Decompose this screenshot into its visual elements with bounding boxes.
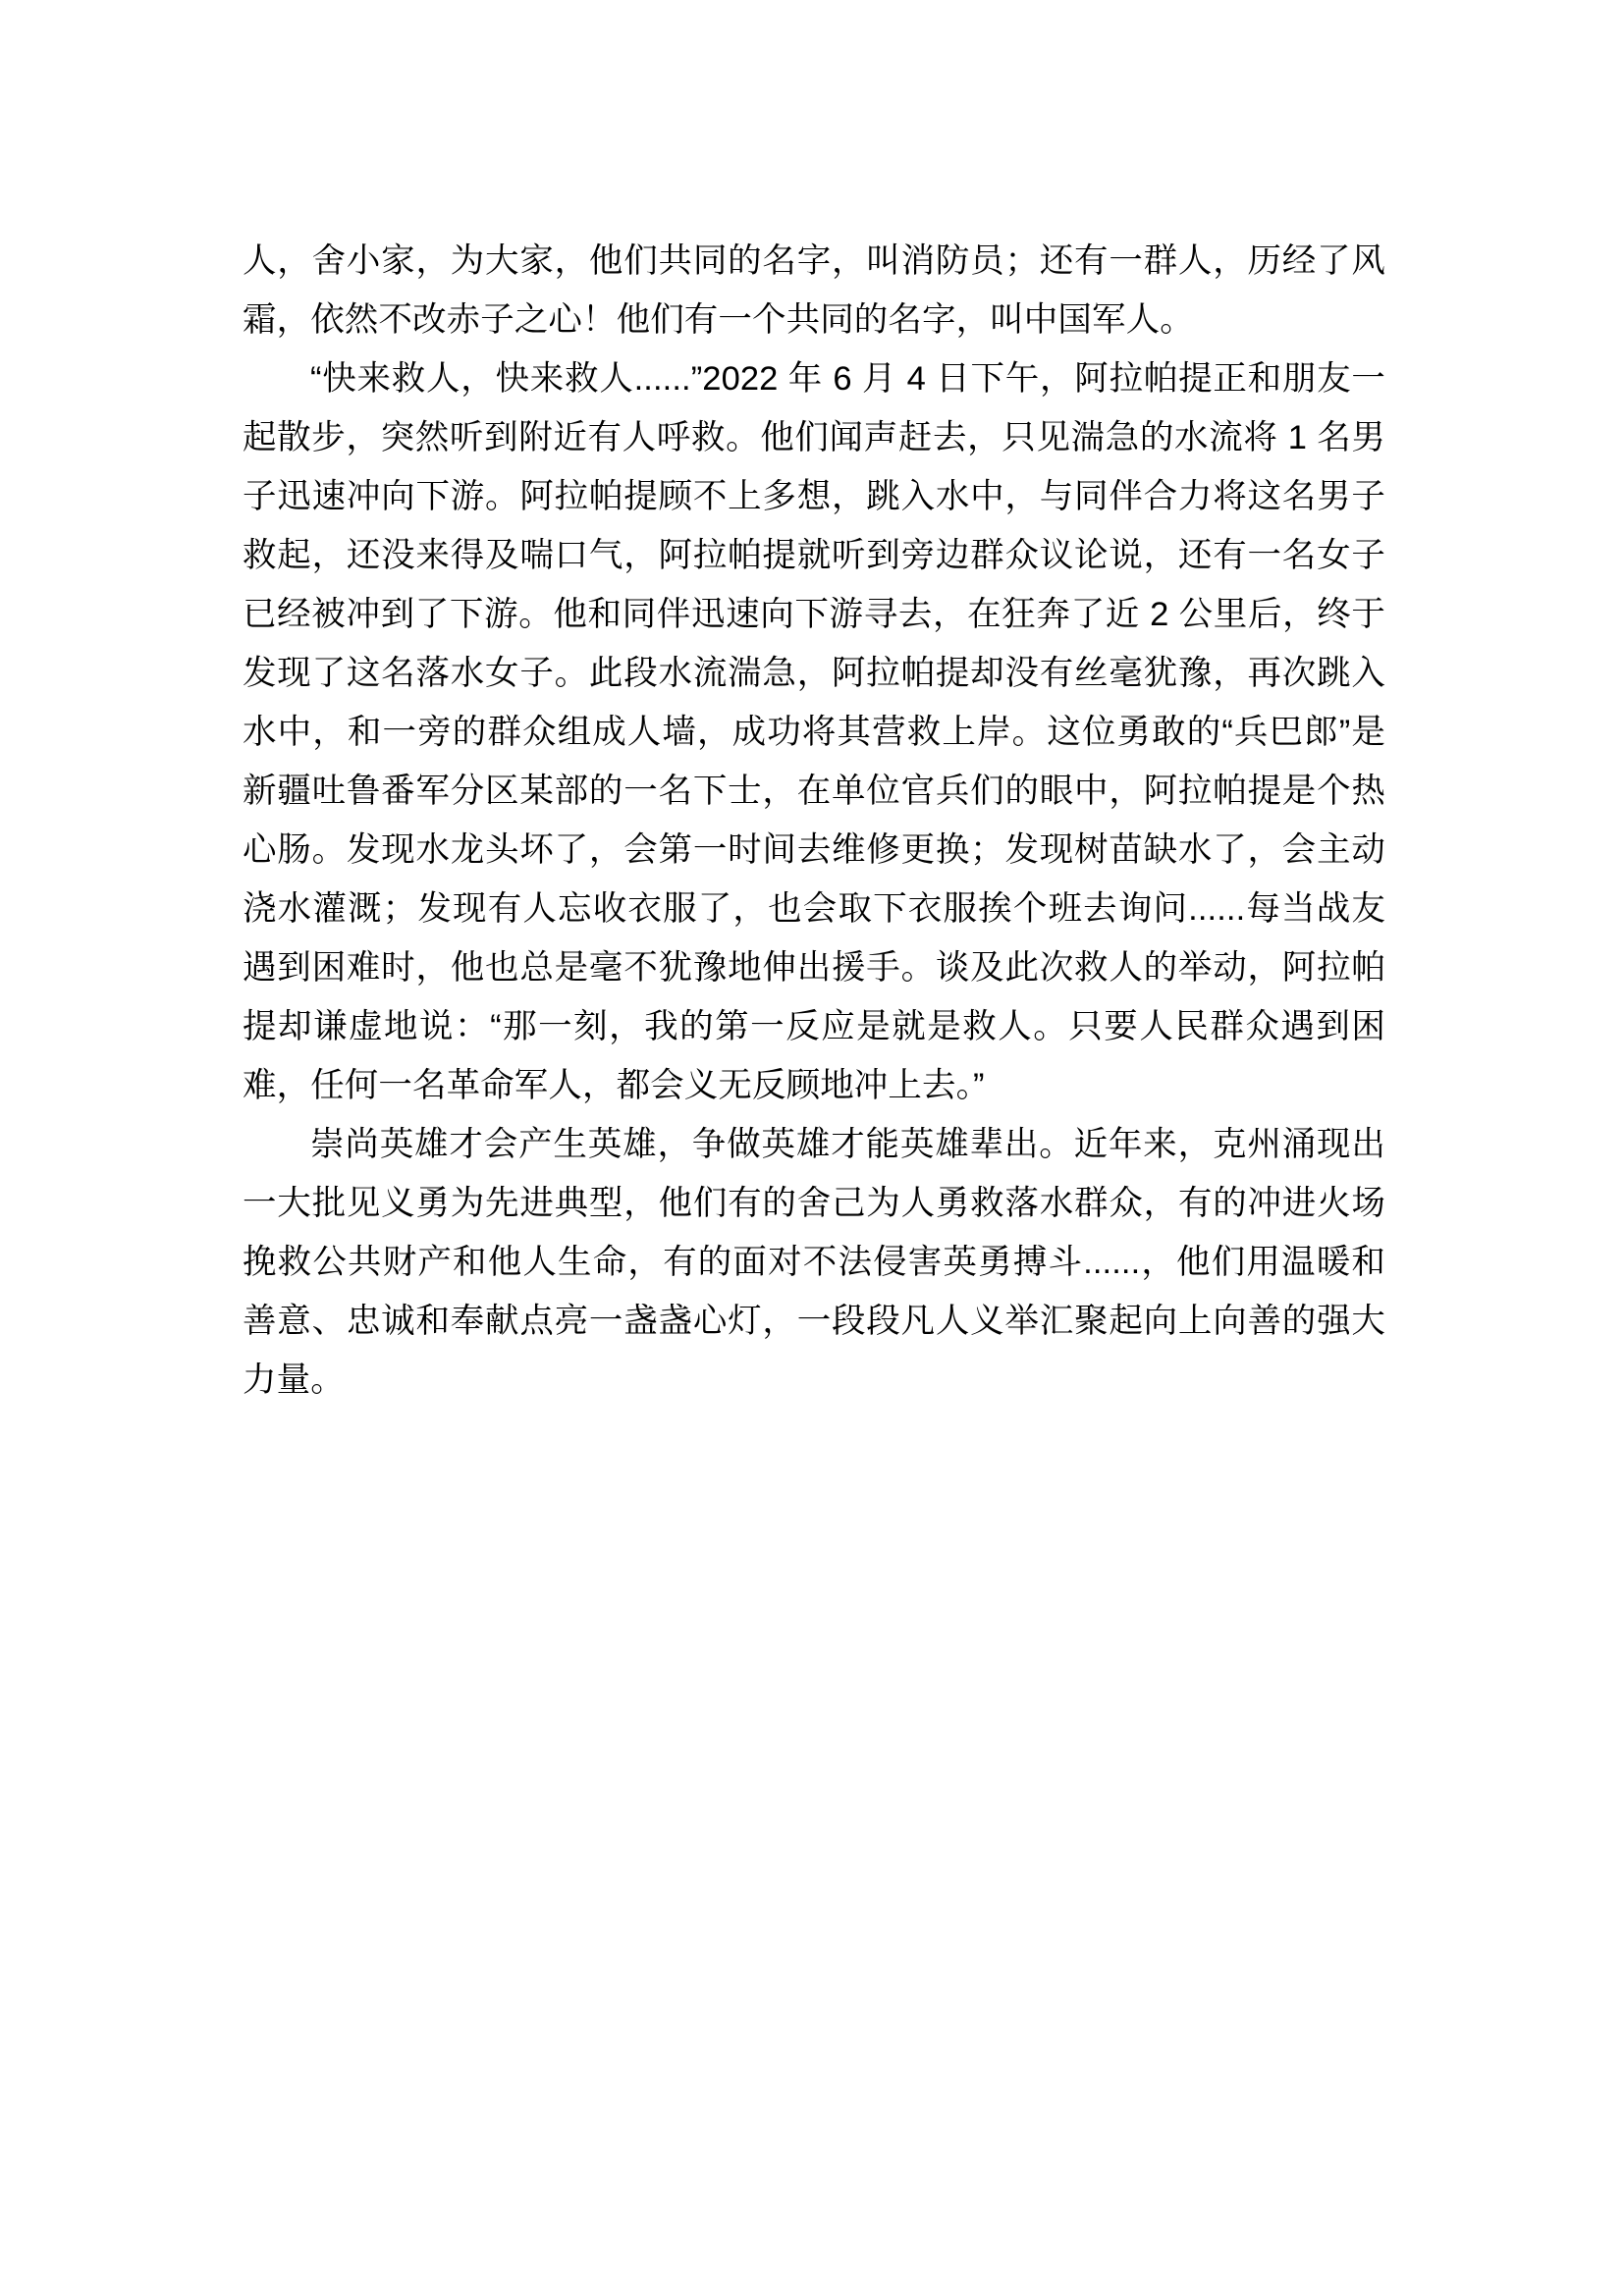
paragraph-2: “快来救人，快来救人......”2022 年 6 月 4 日下午，阿拉帕提正和朋友一起散步，突然听到附近有人呼救。他们闻声赶去，只见湍急的水流将 1 名男子迅速冲向下游。阿拉帕提顾不上多想，跳入水中，与同伴合力将这名男子救起，还没来得及喘口气，阿拉帕提就听到旁边群众议论说，还有一名女子已经被冲到了下游。他和同伴迅速向下游寻去，在狂奔了近 2 公里后，终于发现了这名落水女子。此段水流湍急，阿拉帕提却没有丝毫犹豫，再次跳入水中，和一旁的群众组成人墙，成功将其营救上岸。这位勇敢的“兵巴郎”是新疆吐鲁番军分区某部的一名下士，在单位官兵们的眼中，阿拉帕提是个热心肠。发现水龙头坏了，会第一时间去维修更换；发现树苗缺水了，会主动浇水灌溉；发现有人忘收衣服了，也会取下衣服挨个班去询问......每当战友遇到困难时，他也总是毫不犹豫地伸出援手。谈及此次救人的举动，阿拉帕提却谦虚地说：“那一刻，我的第一反应是就是救人。只要人民群众遇到困难，任何一名革命军人，都会义无反顾地冲上去。”	[243, 360, 1385, 1104]
paragraph-3: 崇尚英雄才会产生英雄，争做英雄才能英雄辈出。近年来，克州涌现出一大批见义勇为先进典型，他们有的舍己为人勇救落水群众，有的冲进火场挽救公共财产和他人生命，有的面对不法侵害英勇搏斗......，他们用温暖和善意、忠诚和奉献点亮一盏盏心灯，一段段凡人义举汇聚起向上向善的强大力量。	[243, 1126, 1385, 1399]
document-text-body	[243, 232, 1385, 1410]
paragraph-1: 人，舍小家，为大家，他们共同的名字，叫消防员；还有一群人，历经了风霜，依然不改赤子之心！他们有一个共同的名字，叫中国军人。	[243, 242, 1385, 339]
